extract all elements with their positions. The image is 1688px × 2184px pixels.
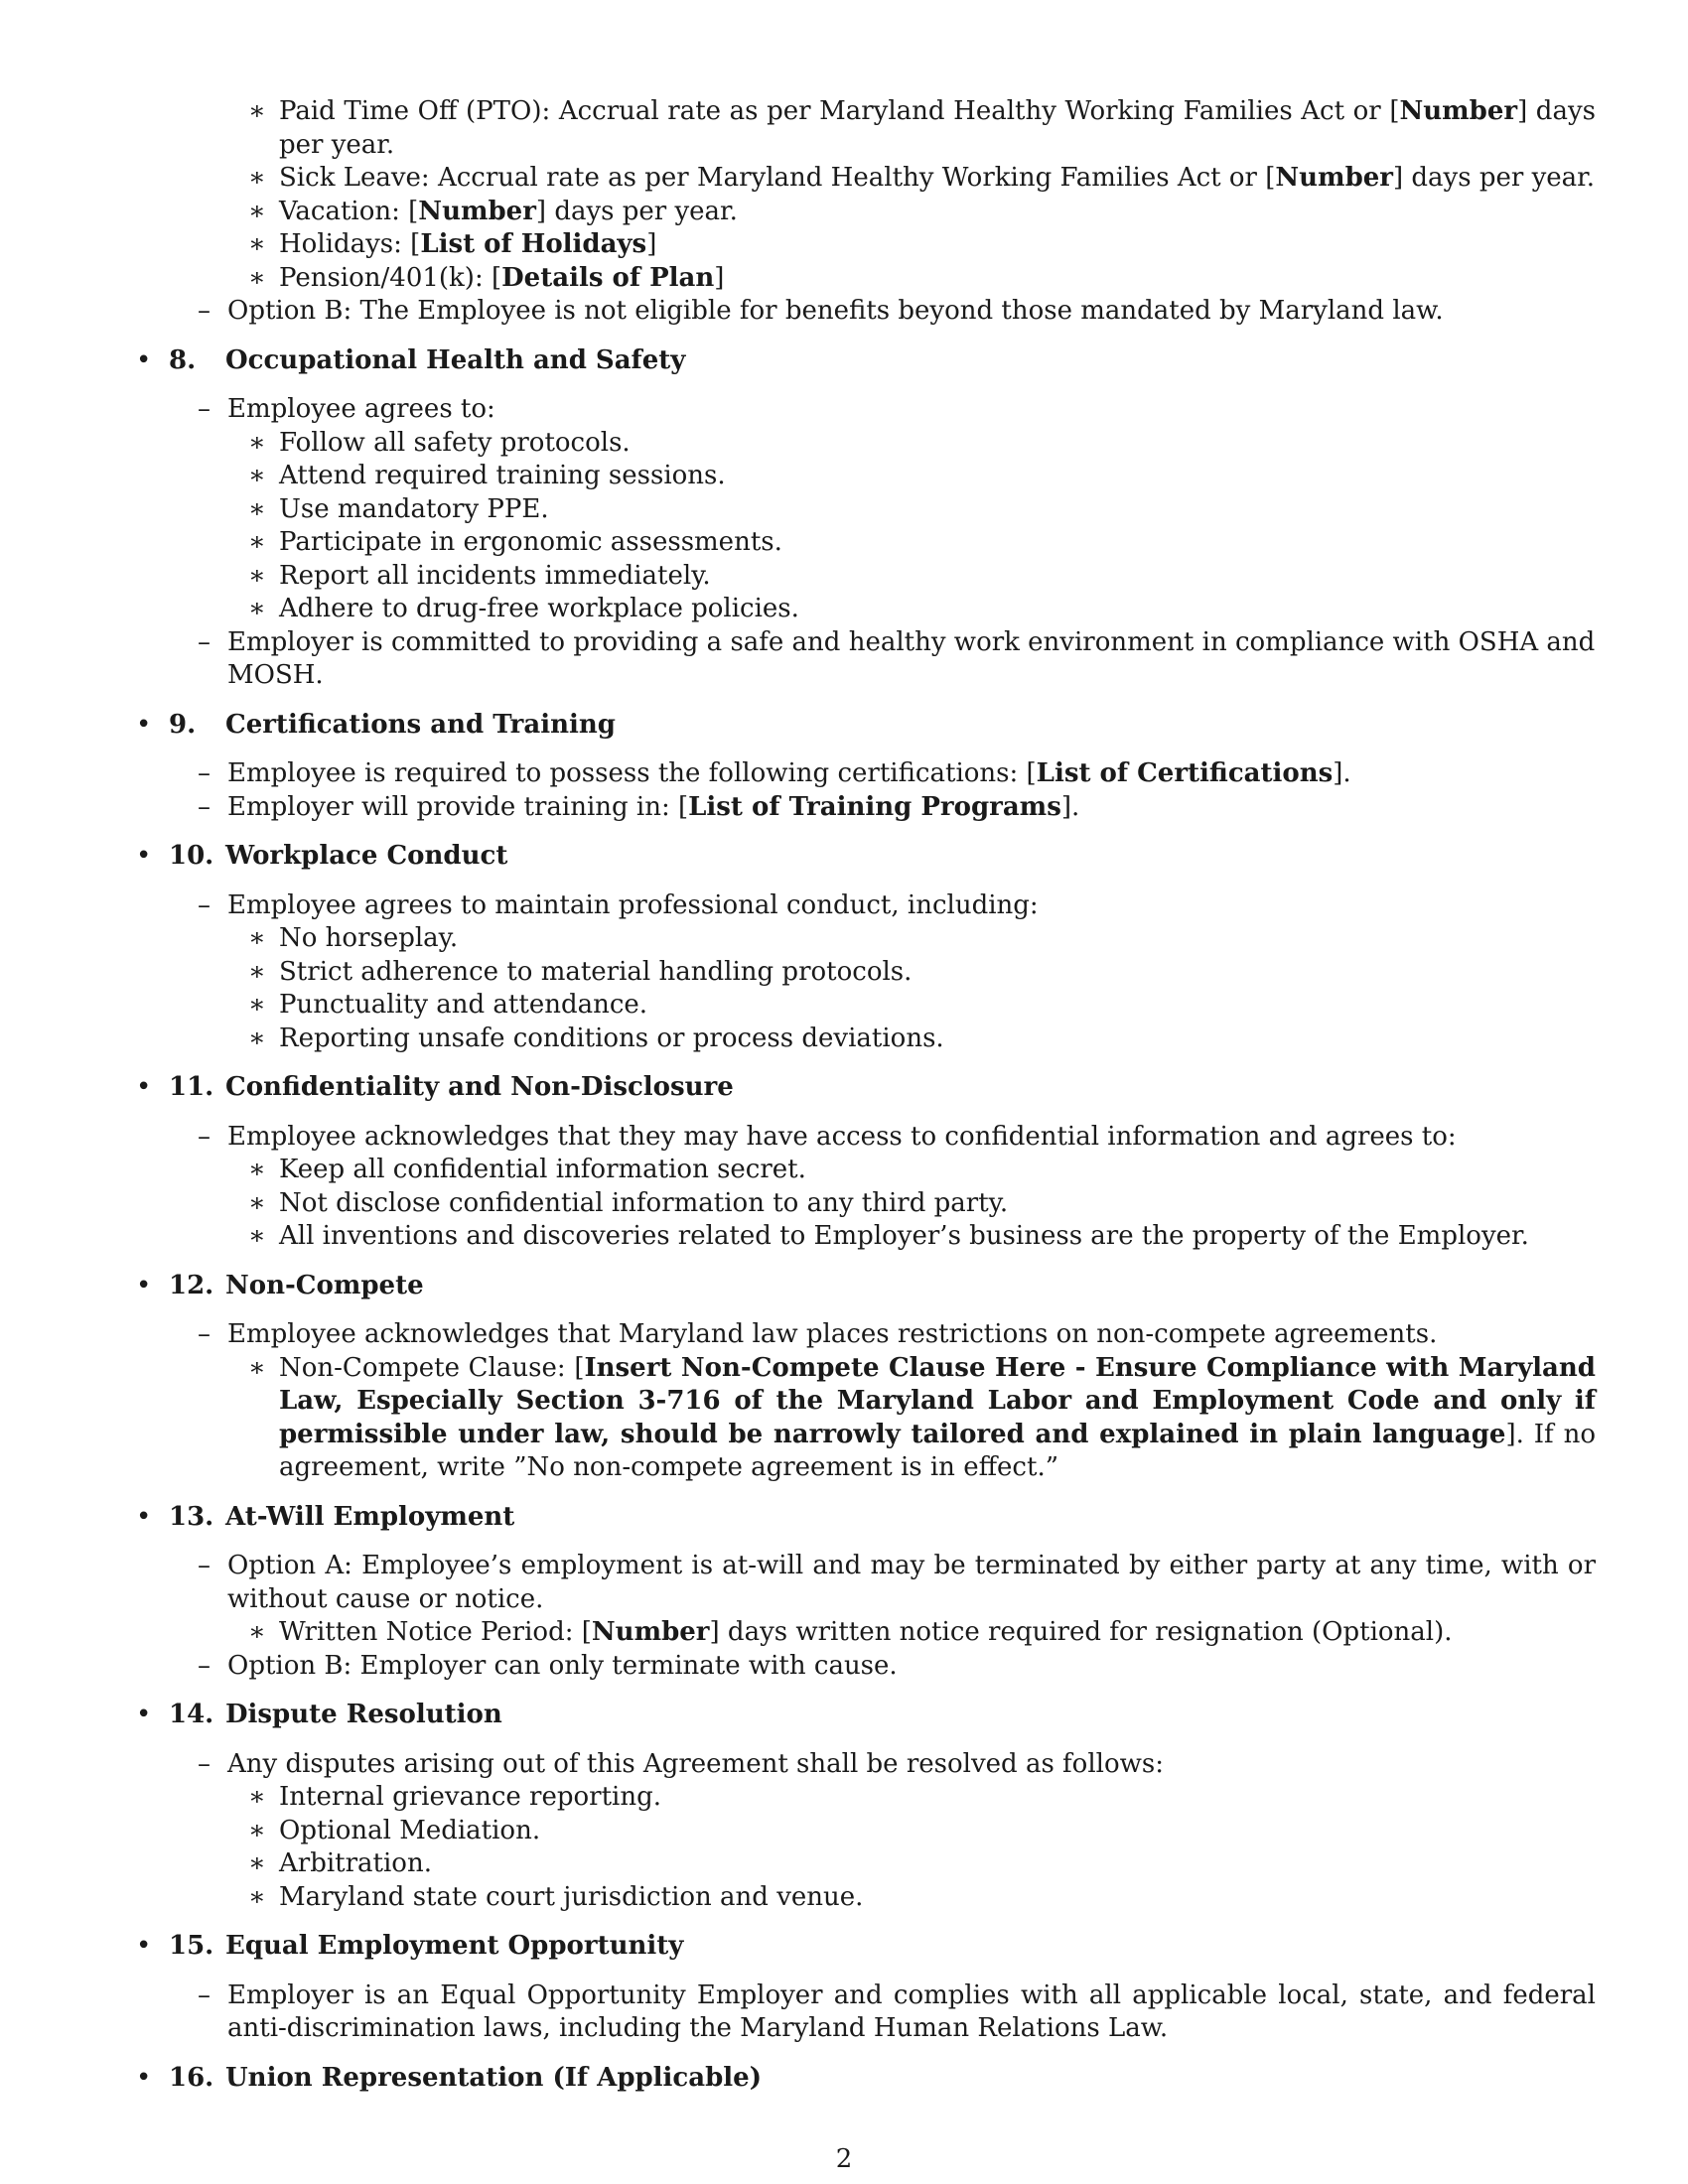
asterisk-bullet-icon: ∗: [248, 229, 266, 259]
asterisk-bullet-icon: ∗: [248, 1187, 266, 1218]
dash-bullet-icon: –: [198, 1650, 211, 1681]
dash-bullet-icon: –: [198, 758, 211, 788]
bullet-icon: •: [136, 1501, 152, 1532]
asterisk-bullet-icon: ∗: [248, 1221, 266, 1251]
section-heading-10: • 10. Workplace Conduct: [132, 840, 1596, 874]
list-item: ∗ Maryland state court jurisdiction and venue.: [132, 1881, 1596, 1915]
bullet-icon: •: [136, 709, 152, 740]
section-heading-13: • 13. At-Will Employment: [132, 1501, 1596, 1535]
list-item: – Option A: Employee’s employment is at-will and may be terminated by either party at any time, with or without cause or notice.: [198, 1551, 1596, 1614]
asterisk-bullet-icon: ∗: [248, 196, 266, 226]
list-item: – Employee is required to possess the following certifications: [List of Certifications].: [132, 757, 1596, 791]
list-item: – Employee acknowledges that they may have access to confidential information and agrees to:: [132, 1121, 1596, 1155]
list-item: – Any disputes arising out of this Agreement shall be resolved as follows:: [132, 1748, 1596, 1782]
bullet-icon: •: [136, 1700, 152, 1729]
list-item: – Employee agrees to:: [132, 393, 1596, 427]
dash-bullet-icon: –: [198, 1748, 211, 1779]
list-item: ∗ Arbitration.: [132, 1847, 1596, 1881]
bullet-icon: •: [136, 2062, 152, 2093]
non-compete-clause: ∗ Non-Compete Clause: [Insert Non-Compete Clause Here - Ensure Compliance with Maryland Law, Especially Section 3-716 of the Maryland Labor and Employment Code and only if permissible under law, should be narrowly tailored and explained in plain language]. If no agreement, write ”No non-compete agreement is in effect.”: [248, 1352, 1596, 1482]
asterisk-bullet-icon: ∗: [248, 1815, 266, 1845]
list-item: – Employer is committed to providing a safe and healthy work environment in compliance with OSHA and MOSH.: [198, 626, 1596, 690]
asterisk-bullet-icon: ∗: [248, 427, 266, 458]
section-heading-15: • 15. Equal Employment Opportunity: [132, 1930, 1596, 1964]
dash-bullet-icon: –: [198, 1979, 211, 2010]
asterisk-bullet-icon: ∗: [248, 956, 266, 987]
list-item: ∗ Not disclose confidential information to any third party.: [132, 1187, 1596, 1221]
list-item: ∗ Attend required training sessions.: [132, 460, 1596, 493]
bullet-icon: •: [136, 841, 152, 871]
bullet-icon: •: [136, 1931, 152, 1961]
list-item: ∗ Vacation: [Number] days per year.: [132, 196, 1596, 229]
asterisk-bullet-icon: ∗: [248, 262, 266, 293]
section-heading-8: • 8. Occupational Health and Safety: [132, 344, 1596, 378]
bullet-icon: •: [136, 1270, 152, 1300]
list-item: ∗ Paid Time Off (PTO): Accrual rate as per Maryland Healthy Working Families Act or [Number] days per year.: [248, 96, 1596, 160]
list-item: – Employer will provide training in: [List of Training Programs].: [132, 791, 1596, 825]
list-item: ∗ All inventions and discoveries related to Employer’s business are the property of the Employer.: [132, 1220, 1596, 1254]
list-item: ∗ Follow all safety protocols.: [132, 427, 1596, 461]
bullet-icon: •: [136, 344, 152, 375]
asterisk-bullet-icon: ∗: [248, 923, 266, 953]
list-item: – Employee acknowledges that Maryland law places restrictions on non-compete agreements.: [132, 1318, 1596, 1352]
list-item: – Option B: Employer can only terminate with cause.: [132, 1650, 1596, 1684]
section-heading-14: • 14. Dispute Resolution: [132, 1699, 1596, 1732]
asterisk-bullet-icon: ∗: [248, 1352, 266, 1383]
dash-bullet-icon: –: [198, 1319, 211, 1349]
list-item: – Option B: The Employee is not eligible for benefits beyond those mandated by Maryland law.: [132, 295, 1596, 329]
bullet-icon: •: [136, 1072, 152, 1102]
document-content: [132, 95, 1596, 2111]
list-item: ∗ Reporting unsafe conditions or process deviations.: [132, 1023, 1596, 1056]
dash-bullet-icon: –: [198, 1551, 211, 1580]
dash-bullet-icon: –: [198, 889, 211, 920]
section-heading-11: • 11. Confidentiality and Non-Disclosure: [132, 1071, 1596, 1105]
section-heading-16: • 16. Union Representation (If Applicable): [132, 2062, 1596, 2096]
list-item: ∗ Internal grievance reporting.: [132, 1781, 1596, 1815]
asterisk-bullet-icon: ∗: [248, 1848, 266, 1878]
list-item: ∗ Punctuality and attendance.: [132, 989, 1596, 1023]
list-item: ∗ Written Notice Period: [Number] days written notice required for resignation (Optional).: [132, 1616, 1596, 1650]
asterisk-bullet-icon: ∗: [248, 163, 266, 193]
dash-bullet-icon: –: [198, 791, 211, 822]
list-item: ∗ Optional Mediation.: [132, 1815, 1596, 1848]
asterisk-bullet-icon: ∗: [248, 594, 266, 623]
asterisk-bullet-icon: ∗: [248, 990, 266, 1020]
list-item: ∗ Holidays: [List of Holidays]: [132, 228, 1596, 262]
list-item: – Employee agrees to maintain professional conduct, including:: [132, 889, 1596, 923]
list-item: ∗ Pension/401(k): [Details of Plan]: [132, 262, 1596, 296]
asterisk-bullet-icon: ∗: [248, 493, 266, 524]
asterisk-bullet-icon: ∗: [248, 1155, 266, 1184]
dash-bullet-icon: –: [198, 296, 211, 326]
asterisk-bullet-icon: ∗: [248, 560, 266, 591]
list-item: – Employer is an Equal Opportunity Employer and complies with all applicable local, state, and federal anti-discrimination laws, including the Maryland Human Relations Law.: [198, 1979, 1596, 2043]
asterisk-bullet-icon: ∗: [248, 461, 266, 490]
asterisk-bullet-icon: ∗: [248, 1617, 266, 1647]
dash-bullet-icon: –: [198, 394, 211, 424]
list-item: ∗ Keep all confidential information secret.: [132, 1154, 1596, 1187]
list-item: ∗ Adhere to drug-free workplace policies.: [132, 593, 1596, 626]
section-heading-9: • 9. Certifications and Training: [132, 709, 1596, 743]
list-item: ∗ Report all incidents immediately.: [132, 560, 1596, 594]
list-item: ∗ Strict adherence to material handling protocols.: [132, 956, 1596, 990]
dash-bullet-icon: –: [198, 626, 211, 657]
asterisk-bullet-icon: ∗: [248, 96, 266, 126]
page-number: 2: [835, 2144, 853, 2174]
dash-bullet-icon: –: [198, 1121, 211, 1152]
asterisk-bullet-icon: ∗: [248, 1023, 266, 1053]
section-heading-12: • 12. Non-Compete: [132, 1270, 1596, 1303]
list-item: ∗ No horseplay.: [132, 922, 1596, 956]
asterisk-bullet-icon: ∗: [248, 1782, 266, 1812]
list-item: ∗ Use mandatory PPE.: [132, 493, 1596, 527]
asterisk-bullet-icon: ∗: [248, 527, 266, 557]
list-item: ∗ Participate in ergonomic assessments.: [132, 526, 1596, 560]
list-item: ∗ Sick Leave: Accrual rate as per Maryland Healthy Working Families Act or [Number] days per year.: [132, 162, 1596, 196]
asterisk-bullet-icon: ∗: [248, 1881, 266, 1912]
